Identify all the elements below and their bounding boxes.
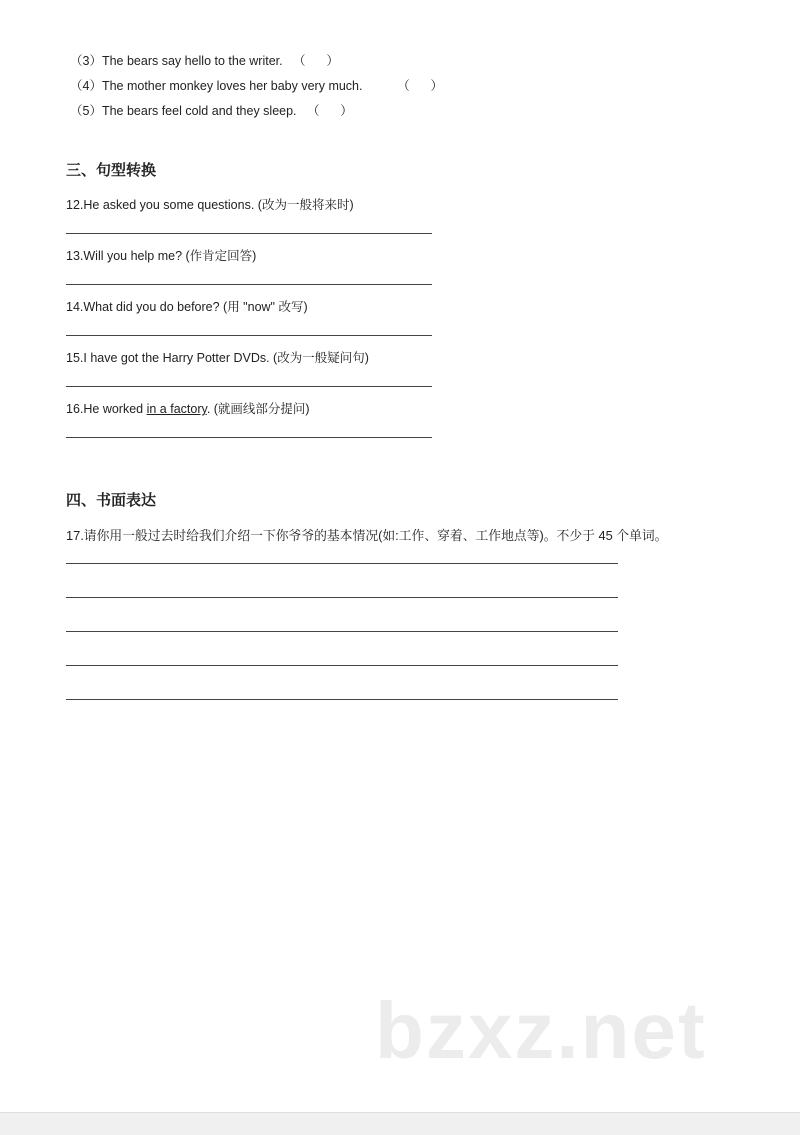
writing-line — [66, 597, 618, 598]
question-17: 17.请你用一般过去时给我们介绍一下你爷爷的基本情况(如:工作、穿着、工作地点等)。不少于 45 个单词。 — [66, 528, 668, 543]
q16-underlined: in a factory — [146, 402, 207, 416]
question-13: 13.Will you help me? (作肯定回答) — [66, 249, 257, 263]
judgment-3: （3）The bears say hello to the writer. （ ） — [70, 54, 339, 68]
question-12: 12.He asked you some questions. (改为一般将来时) — [66, 198, 354, 212]
answer-line — [66, 284, 432, 285]
judgment-5: （5）The bears feel cold and they sleep. （ ） — [70, 104, 353, 118]
writing-line — [66, 699, 618, 700]
writing-line — [66, 665, 618, 666]
section-title: 四、书面表达 — [66, 492, 157, 509]
answer-line — [66, 437, 432, 438]
answer-line — [66, 335, 432, 336]
question-16 — [66, 399, 310, 417]
answer-line — [66, 233, 432, 234]
question-15: 15.I have got the Harry Potter DVDs. (改为一般疑问句) — [66, 351, 369, 365]
q16-text: 16.He worked — [66, 402, 147, 416]
judgment-4: （4）The mother monkey loves her baby very much. （ ） — [70, 79, 444, 93]
section-title: 三、句型转换 — [66, 162, 157, 179]
q16-suffix: . (就画线部分提问) — [206, 402, 310, 416]
question-14: 14.What did you do before? (用 "now" 改写) — [66, 300, 308, 314]
page-bottom-bar — [0, 1112, 800, 1135]
watermark: bzxz.net — [375, 986, 707, 1075]
answer-line — [66, 386, 432, 387]
writing-line — [66, 563, 618, 564]
writing-line — [66, 631, 618, 632]
